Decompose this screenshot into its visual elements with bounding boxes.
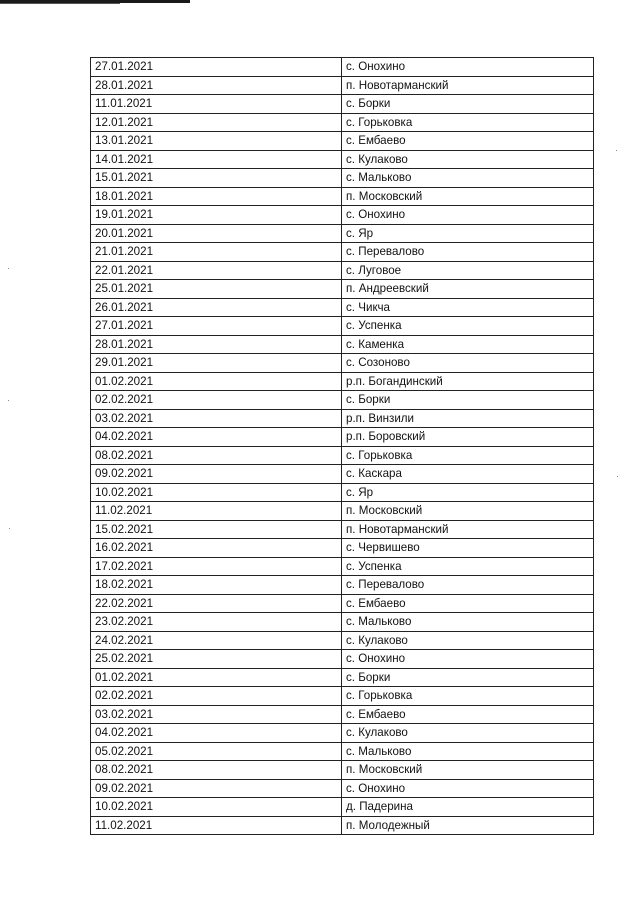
settlement-cell: с. Кулаково <box>342 150 594 169</box>
date-cell: 10.02.2021 <box>91 483 342 502</box>
table-row <box>91 261 594 280</box>
date-cell: 08.02.2021 <box>91 761 342 780</box>
date-cell: 29.01.2021 <box>91 354 342 373</box>
table-row <box>91 243 594 262</box>
date-cell: 28.01.2021 <box>91 335 342 354</box>
scan-speck <box>617 476 618 477</box>
settlement-cell: с. Борки <box>342 668 594 687</box>
settlement-cell: с. Борки <box>342 95 594 114</box>
settlement-cell: р.п. Боровский <box>342 428 594 447</box>
date-cell: 10.02.2021 <box>91 798 342 817</box>
settlement-cell: п. Новотарманский <box>342 520 594 539</box>
date-cell: 22.01.2021 <box>91 261 342 280</box>
scan-speck <box>8 400 9 401</box>
date-cell: 25.01.2021 <box>91 280 342 299</box>
table-row <box>91 613 594 632</box>
date-cell: 12.01.2021 <box>91 113 342 132</box>
settlement-cell: с. Перевалово <box>342 243 594 262</box>
schedule-table <box>90 57 594 835</box>
date-cell: 01.02.2021 <box>91 668 342 687</box>
settlement-cell: с. Онохино <box>342 206 594 225</box>
table-row <box>91 446 594 465</box>
settlement-cell: с. Ембаево <box>342 705 594 724</box>
date-cell: 21.01.2021 <box>91 243 342 262</box>
date-cell: 09.02.2021 <box>91 465 342 484</box>
settlement-cell: д. Падерина <box>342 798 594 817</box>
date-cell: 09.02.2021 <box>91 779 342 798</box>
settlement-cell: п. Московский <box>342 761 594 780</box>
date-cell: 03.02.2021 <box>91 705 342 724</box>
table-row <box>91 631 594 650</box>
table-row <box>91 58 594 77</box>
date-cell: 19.01.2021 <box>91 206 342 225</box>
table-row <box>91 705 594 724</box>
date-cell: 05.02.2021 <box>91 742 342 761</box>
table-row <box>91 742 594 761</box>
settlement-cell: с. Горьковка <box>342 687 594 706</box>
date-cell: 11.02.2021 <box>91 502 342 521</box>
table-row <box>91 428 594 447</box>
settlement-cell: с. Яр <box>342 224 594 243</box>
scan-speck <box>616 150 617 151</box>
table-row <box>91 594 594 613</box>
table-row <box>91 391 594 410</box>
table-row <box>91 206 594 225</box>
table-row <box>91 298 594 317</box>
table-row <box>91 150 594 169</box>
settlement-cell: с. Горьковка <box>342 446 594 465</box>
settlement-cell: с. Мальково <box>342 742 594 761</box>
date-cell: 11.01.2021 <box>91 95 342 114</box>
date-cell: 20.01.2021 <box>91 224 342 243</box>
date-cell: 28.01.2021 <box>91 76 342 95</box>
table-row <box>91 668 594 687</box>
table-row <box>91 779 594 798</box>
scan-speck <box>9 528 10 529</box>
date-cell: 17.02.2021 <box>91 557 342 576</box>
settlement-cell: с. Онохино <box>342 779 594 798</box>
settlement-cell: р.п. Богандинский <box>342 372 594 391</box>
settlement-cell: п. Андреевский <box>342 280 594 299</box>
date-cell: 04.02.2021 <box>91 724 342 743</box>
table-row <box>91 169 594 188</box>
table-row <box>91 76 594 95</box>
schedule-table-body <box>91 58 594 835</box>
table-row <box>91 95 594 114</box>
table-row <box>91 502 594 521</box>
settlement-cell: с. Успенка <box>342 317 594 336</box>
date-cell: 27.01.2021 <box>91 317 342 336</box>
table-row <box>91 187 594 206</box>
date-cell: 02.02.2021 <box>91 687 342 706</box>
date-cell: 18.01.2021 <box>91 187 342 206</box>
table-row <box>91 317 594 336</box>
settlement-cell: п. Московский <box>342 502 594 521</box>
date-cell: 02.02.2021 <box>91 391 342 410</box>
settlement-cell: с. Борки <box>342 391 594 410</box>
date-cell: 04.02.2021 <box>91 428 342 447</box>
table-row <box>91 650 594 669</box>
table-row <box>91 687 594 706</box>
settlement-cell: с. Ембаево <box>342 594 594 613</box>
settlement-cell: с. Успенка <box>342 557 594 576</box>
date-cell: 15.02.2021 <box>91 520 342 539</box>
date-cell: 26.01.2021 <box>91 298 342 317</box>
settlement-cell: с. Яр <box>342 483 594 502</box>
settlement-cell: с. Перевалово <box>342 576 594 595</box>
settlement-cell: с. Мальково <box>342 613 594 632</box>
settlement-cell: с. Кулаково <box>342 631 594 650</box>
date-cell: 03.02.2021 <box>91 409 342 428</box>
date-cell: 11.02.2021 <box>91 816 342 835</box>
table-row <box>91 335 594 354</box>
settlement-cell: с. Онохино <box>342 58 594 77</box>
table-row <box>91 724 594 743</box>
date-cell: 01.02.2021 <box>91 372 342 391</box>
settlement-cell: с. Луговое <box>342 261 594 280</box>
table-row <box>91 224 594 243</box>
settlement-cell: р.п. Винзили <box>342 409 594 428</box>
table-row <box>91 557 594 576</box>
date-cell: 13.01.2021 <box>91 132 342 151</box>
date-cell: 23.02.2021 <box>91 613 342 632</box>
settlement-cell: с. Червишево <box>342 539 594 558</box>
table-row <box>91 465 594 484</box>
settlement-cell: п. Молодежный <box>342 816 594 835</box>
date-cell: 25.02.2021 <box>91 650 342 669</box>
settlement-cell: с. Кулаково <box>342 724 594 743</box>
table-row <box>91 113 594 132</box>
date-cell: 08.02.2021 <box>91 446 342 465</box>
table-row <box>91 761 594 780</box>
table-row <box>91 132 594 151</box>
settlement-cell: с. Горьковка <box>342 113 594 132</box>
settlement-cell: п. Новотарманский <box>342 76 594 95</box>
table-row <box>91 409 594 428</box>
table-row <box>91 539 594 558</box>
settlement-cell: с. Онохино <box>342 650 594 669</box>
settlement-cell: с. Каменка <box>342 335 594 354</box>
date-cell: 18.02.2021 <box>91 576 342 595</box>
settlement-cell: с. Каскара <box>342 465 594 484</box>
table-row <box>91 354 594 373</box>
table-row <box>91 798 594 817</box>
date-cell: 22.02.2021 <box>91 594 342 613</box>
settlement-cell: с. Чикча <box>342 298 594 317</box>
table-row <box>91 816 594 835</box>
table-row <box>91 280 594 299</box>
date-cell: 16.02.2021 <box>91 539 342 558</box>
settlement-cell: п. Московский <box>342 187 594 206</box>
settlement-cell: с. Ембаево <box>342 132 594 151</box>
settlement-cell: с. Мальково <box>342 169 594 188</box>
date-cell: 15.01.2021 <box>91 169 342 188</box>
settlement-cell: с. Созоново <box>342 354 594 373</box>
date-cell: 24.02.2021 <box>91 631 342 650</box>
date-cell: 27.01.2021 <box>91 58 342 77</box>
date-cell: 14.01.2021 <box>91 150 342 169</box>
table-row <box>91 372 594 391</box>
scan-speck <box>8 268 9 269</box>
table-row <box>91 483 594 502</box>
scan-edge-mark <box>0 0 190 3</box>
table-row <box>91 520 594 539</box>
table-row <box>91 576 594 595</box>
